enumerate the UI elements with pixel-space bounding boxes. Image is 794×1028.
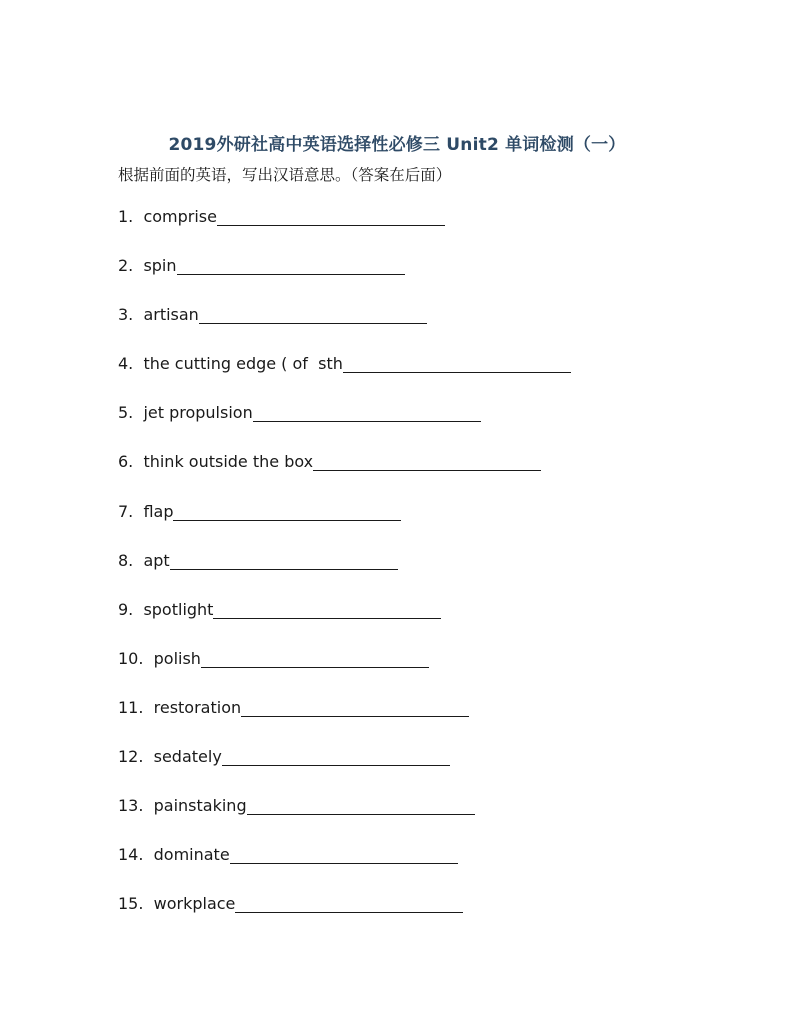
- answer-blank[interactable]: [313, 450, 541, 471]
- list-item: [118, 892, 571, 941]
- instructions: 根据前面的英语，写出汉语意思。（答案在后面）: [118, 166, 452, 184]
- list-item: [118, 450, 571, 499]
- item-term: apt: [143, 550, 170, 570]
- item-term: the cutting edge ( of sth: [143, 354, 343, 374]
- item-number: 12.: [118, 747, 154, 767]
- item-term: restoration: [153, 697, 242, 717]
- list-item: [118, 647, 571, 696]
- list-item: [118, 696, 571, 745]
- item-term: artisan: [143, 305, 199, 325]
- item-term: dominate: [153, 845, 230, 865]
- answer-blank[interactable]: [343, 352, 571, 373]
- item-number: 15.: [118, 894, 154, 914]
- answer-blank[interactable]: [170, 549, 398, 570]
- item-term: flap: [143, 501, 174, 521]
- item-term: comprise: [143, 207, 217, 226]
- answer-blank[interactable]: [230, 843, 458, 864]
- answer-blank[interactable]: [222, 745, 450, 766]
- item-number: 8.: [118, 550, 144, 570]
- item-number: 10.: [118, 648, 154, 668]
- list-item: [118, 352, 571, 401]
- list-item: [118, 500, 571, 549]
- item-term: sedately: [153, 747, 222, 767]
- item-number: 2.: [118, 256, 144, 276]
- item-number: 3.: [118, 305, 144, 325]
- item-number: 9.: [118, 599, 144, 619]
- item-number: 1.: [118, 207, 144, 226]
- item-term: workplace: [153, 894, 236, 914]
- list-item: [118, 794, 571, 843]
- item-number: 7.: [118, 501, 144, 521]
- answer-blank[interactable]: [241, 696, 469, 717]
- list-item: [118, 303, 571, 352]
- vocabulary-list: [118, 205, 571, 941]
- answer-blank[interactable]: [235, 892, 463, 913]
- answer-blank[interactable]: [253, 401, 481, 422]
- list-item: [118, 843, 571, 892]
- item-term: spin: [143, 256, 177, 276]
- answer-blank[interactable]: [247, 794, 475, 815]
- list-item: [118, 549, 571, 598]
- list-item: [118, 598, 571, 647]
- answer-blank[interactable]: [201, 647, 429, 668]
- item-term: think outside the box: [143, 452, 314, 472]
- list-item: [118, 205, 571, 254]
- list-item: [118, 254, 571, 303]
- list-item: [118, 401, 571, 450]
- answer-blank[interactable]: [177, 254, 405, 275]
- item-term: spotlight: [143, 599, 214, 619]
- item-number: 13.: [118, 796, 154, 816]
- item-number: 11.: [118, 697, 154, 717]
- item-number: 5.: [118, 403, 144, 423]
- item-term: jet propulsion: [143, 403, 253, 423]
- answer-blank[interactable]: [213, 598, 441, 619]
- item-term: painstaking: [153, 796, 247, 816]
- item-number: 14.: [118, 845, 154, 865]
- page-title: 2019外研社高中英语选择性必修三 Unit2 单词检测（一）: [168, 135, 626, 155]
- list-item: [118, 745, 571, 794]
- item-number: 4.: [118, 354, 144, 374]
- item-term: polish: [153, 648, 201, 668]
- answer-blank[interactable]: [173, 500, 401, 521]
- answer-blank[interactable]: [217, 205, 445, 226]
- answer-blank[interactable]: [199, 303, 427, 324]
- item-number: 6.: [118, 452, 144, 472]
